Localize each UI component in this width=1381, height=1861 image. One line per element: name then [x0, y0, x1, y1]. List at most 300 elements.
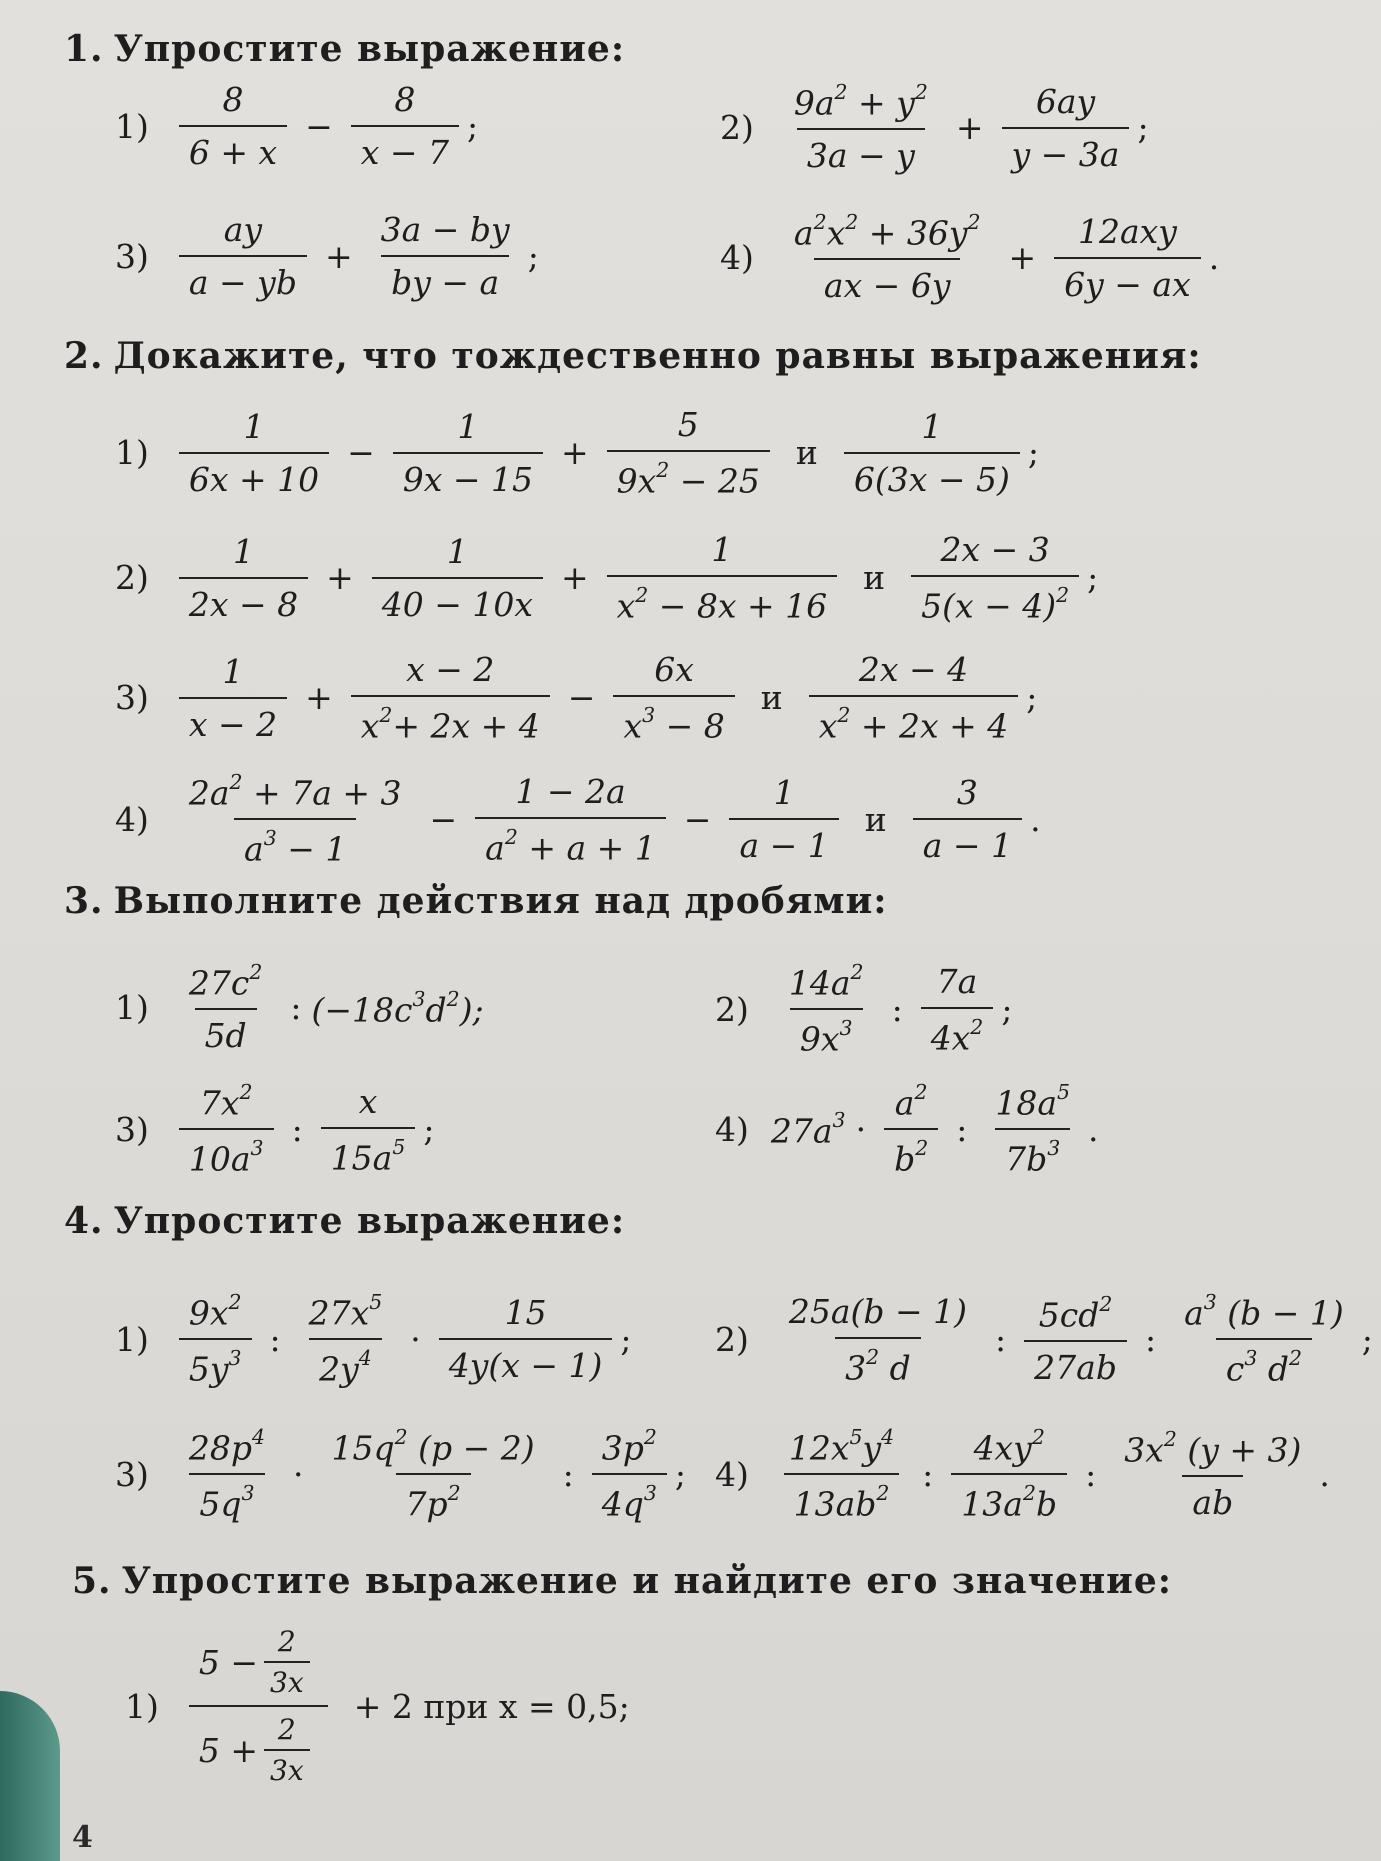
fraction	[351, 80, 459, 172]
term: y	[862, 1428, 882, 1468]
numerator: 5	[677, 405, 699, 444]
fraction	[321, 1082, 416, 1177]
numerator	[964, 1425, 1055, 1473]
denominator: y − 3a	[1002, 127, 1130, 174]
term: 5 +	[198, 1730, 259, 1770]
t3-expression-1	[115, 960, 484, 1055]
term: 4x	[930, 1018, 971, 1058]
fraction	[911, 530, 1079, 625]
fraction	[779, 1425, 904, 1524]
exponent: 2	[1289, 1346, 1303, 1371]
fraction	[729, 773, 838, 865]
fraction	[179, 532, 308, 624]
term: 10a	[188, 1139, 251, 1179]
page-number: 4	[72, 1820, 93, 1855]
denominator	[995, 1128, 1070, 1178]
fraction	[985, 1080, 1080, 1179]
fraction	[884, 1080, 938, 1179]
task-number: 3.	[64, 880, 104, 922]
denominator	[234, 818, 356, 868]
term: d	[425, 989, 447, 1029]
fraction	[179, 1080, 274, 1179]
denominator	[475, 817, 666, 867]
t4-expression-2	[715, 1290, 1373, 1389]
operator: :	[1144, 1319, 1157, 1359]
exponent: 3	[1244, 1346, 1258, 1371]
fraction	[179, 407, 329, 499]
numerator	[779, 960, 874, 1008]
numerator	[1174, 1290, 1354, 1338]
term: 15a	[330, 1138, 393, 1178]
numerator: 1	[243, 406, 265, 446]
term: 9a	[793, 83, 835, 123]
denominator	[613, 695, 734, 745]
numerator: 1	[232, 531, 254, 571]
numerator	[784, 210, 991, 258]
term: x	[818, 706, 838, 746]
numerator	[1029, 1292, 1123, 1340]
operator: :	[1085, 1454, 1097, 1494]
exponent: 2	[845, 210, 859, 234]
operator: −	[429, 799, 458, 839]
denominator	[835, 1337, 921, 1387]
task-2-heading	[64, 335, 1202, 377]
fraction	[951, 1425, 1067, 1524]
denominator	[396, 1473, 471, 1523]
denominator	[790, 1008, 863, 1058]
operator: ·	[855, 1109, 867, 1149]
expression-tail: + 2 при x = 0,5;	[353, 1686, 630, 1726]
numerator: 1 − 2a	[515, 771, 626, 811]
end-mark: ;	[1027, 433, 1040, 473]
end-mark: ;	[1087, 558, 1099, 598]
term: − 8	[655, 706, 725, 746]
end-mark: ;	[1361, 1319, 1373, 1359]
item-label: 2)	[115, 558, 149, 598]
term: b	[894, 1139, 916, 1179]
exponent: 2	[1163, 1426, 1177, 1451]
exponent: 2	[229, 770, 243, 794]
operator: +	[561, 433, 589, 473]
term: 12x	[788, 1428, 850, 1468]
denominator	[921, 1007, 994, 1057]
term: 7x	[199, 1083, 240, 1123]
denominator	[607, 575, 838, 625]
fraction	[179, 770, 412, 869]
exponent: 5	[369, 1290, 383, 1314]
term: 15q	[331, 1428, 395, 1468]
operator: +	[1008, 238, 1037, 278]
fraction	[607, 530, 838, 625]
item-label: 1)	[115, 433, 149, 473]
term: (p − 2)	[407, 1428, 535, 1468]
numerator	[322, 1425, 545, 1473]
task-title: Упростите выражение:	[113, 28, 626, 70]
exponent: 3	[1203, 1290, 1217, 1314]
numerator: 1	[773, 773, 795, 813]
exponent: 2	[656, 458, 670, 482]
numerator: 8	[394, 80, 416, 119]
denominator	[884, 1128, 938, 1178]
term: 18a	[995, 1083, 1057, 1123]
numerator: 8	[222, 80, 244, 119]
fraction	[592, 1425, 667, 1524]
operator: ·	[293, 1454, 304, 1494]
operator: +	[305, 678, 333, 718]
term: 28p	[188, 1428, 252, 1468]
exponent: 2	[915, 1136, 929, 1161]
exponent: 4	[881, 1425, 895, 1449]
numerator: 6x	[654, 650, 694, 689]
fraction	[607, 405, 770, 500]
denominator: 27ab	[1024, 1340, 1127, 1387]
fraction	[299, 1290, 393, 1389]
numerator: 12axy	[1077, 211, 1177, 251]
fraction	[913, 773, 1022, 865]
exponent: 2	[228, 1290, 242, 1314]
term: + 2x + 4	[392, 706, 540, 746]
denominator: 5d	[195, 1008, 257, 1055]
denominator	[309, 1338, 382, 1388]
fraction	[1002, 82, 1130, 174]
exponent: 4	[252, 1425, 266, 1449]
numerator: 15	[504, 1293, 547, 1333]
operator: −	[567, 678, 596, 718]
numerator: x − 2	[406, 650, 495, 689]
numerator	[1114, 1427, 1311, 1475]
item-label: 3)	[115, 1109, 149, 1149]
t1-expression-3	[115, 210, 539, 302]
end-mark: ;	[1026, 678, 1038, 718]
item-label: 1)	[115, 106, 149, 146]
term: a	[894, 1083, 915, 1123]
term: 27x	[308, 1293, 370, 1333]
numerator	[179, 960, 273, 1008]
fraction	[393, 407, 543, 499]
numerator	[885, 1080, 938, 1128]
task-number: 1.	[64, 28, 104, 70]
numerator: 2x − 3	[940, 530, 1050, 569]
denominator: 6y − ax	[1054, 257, 1201, 304]
exponent: 4	[358, 1346, 372, 1371]
numerator	[592, 1425, 667, 1473]
operator: −	[347, 433, 375, 473]
exponent: 2	[850, 960, 864, 984]
t5-expression-1	[125, 1625, 640, 1787]
exponent: 2	[446, 986, 460, 1011]
numerator	[985, 1080, 1080, 1128]
operator: :	[291, 1109, 303, 1149]
denominator: 6(3x − 5)	[844, 452, 1020, 499]
operator: +	[955, 108, 984, 148]
exponent: 2	[1099, 1291, 1113, 1316]
operator: −	[683, 799, 712, 839]
numerator: 1	[921, 406, 943, 446]
term: + 7a + 3	[242, 773, 402, 813]
denominator: 4y(x − 1)	[439, 1338, 613, 1385]
task-5-heading	[72, 1560, 1172, 1602]
exponent: 3	[228, 1346, 242, 1371]
term: − 8x + 16	[648, 586, 828, 626]
fraction	[1174, 1290, 1354, 1389]
denominator: a − yb	[179, 255, 307, 302]
denominator: by − a	[381, 255, 509, 302]
fraction	[844, 407, 1020, 499]
term: 13a	[961, 1484, 1023, 1524]
term: + a + 1	[517, 828, 656, 868]
fraction	[179, 1425, 275, 1524]
task-4-heading	[64, 1200, 625, 1242]
item-label: 3)	[115, 1454, 149, 1494]
numerator	[784, 80, 938, 128]
item-label: 1)	[125, 1686, 159, 1726]
term: 5q	[199, 1484, 242, 1524]
exponent: 3	[643, 1481, 657, 1506]
fraction	[264, 1713, 310, 1787]
exponent: 2	[1031, 1425, 1045, 1449]
term: 5cd	[1038, 1295, 1100, 1335]
term: 5y	[188, 1349, 229, 1389]
denominator	[179, 1128, 274, 1178]
fraction	[179, 652, 287, 744]
exponent: 2	[866, 1344, 880, 1369]
end-mark: ;	[1137, 108, 1149, 148]
fraction	[264, 1625, 310, 1699]
exponent: 2	[394, 1425, 408, 1449]
term: 7p	[405, 1484, 448, 1524]
denominator: ax − 6y	[814, 258, 961, 305]
fraction	[921, 962, 994, 1057]
term: x	[360, 706, 380, 746]
end-mark: .	[1030, 799, 1041, 839]
denominator: 6x + 10	[179, 452, 329, 499]
denominator: a − 1	[913, 818, 1022, 865]
exponent: 3	[412, 986, 426, 1011]
operator: :	[922, 1454, 934, 1494]
term: x	[826, 213, 846, 253]
term: d	[1257, 1349, 1289, 1389]
term: a	[1184, 1293, 1204, 1333]
item-label: 3)	[115, 236, 149, 276]
t1-expression-4	[720, 210, 1219, 305]
term: x	[623, 706, 643, 746]
t4-expression-1	[115, 1290, 632, 1389]
numerator: 1	[446, 531, 468, 571]
t2-expression-4	[115, 770, 1041, 869]
term: b	[1035, 1484, 1058, 1524]
exponent: 2	[914, 80, 928, 104]
term: 3x	[1124, 1430, 1164, 1470]
exponent: 3	[642, 703, 656, 727]
task-number: 4.	[64, 1200, 104, 1242]
numerator: 3a − by	[380, 210, 510, 249]
end-mark: .	[1088, 1109, 1099, 1149]
item-label: 2)	[720, 108, 754, 148]
term: 27a	[770, 1111, 833, 1151]
exponent: 2	[643, 1425, 657, 1449]
operator: :	[562, 1454, 574, 1494]
end-mark: .	[1208, 238, 1220, 278]
page-corner-decoration	[0, 1691, 60, 1861]
fraction	[613, 650, 734, 745]
numerator: 2	[277, 1713, 296, 1746]
numerator	[299, 1290, 393, 1338]
exponent: 3	[832, 1108, 846, 1133]
fraction	[1114, 1427, 1311, 1522]
numerator	[179, 1425, 275, 1473]
end-mark: ;	[674, 1454, 687, 1494]
term: 13ab	[793, 1484, 877, 1524]
denominator: 6 + x	[179, 125, 287, 172]
term: 4q	[601, 1484, 644, 1524]
numerator: 3	[956, 773, 978, 813]
and-word: и	[760, 678, 783, 718]
exponent: 2	[1056, 583, 1070, 607]
t4-expression-4	[715, 1425, 1330, 1524]
item-label: 1)	[115, 1319, 149, 1359]
denominator: x − 7	[351, 125, 459, 172]
operator: +	[326, 558, 354, 598]
denominator	[592, 1473, 667, 1523]
numerator: 6ay	[1035, 81, 1096, 121]
denominator: 3x	[264, 1749, 310, 1787]
denominator	[911, 575, 1079, 625]
fraction	[322, 1425, 545, 1524]
operator: :	[956, 1109, 968, 1149]
term: a	[793, 213, 814, 253]
exponent: 2	[837, 703, 851, 727]
task-title: Упростите выражение:	[113, 1200, 626, 1242]
task-3-heading	[64, 880, 888, 922]
numerator: 7a	[936, 961, 978, 1001]
item-label: 1)	[115, 988, 149, 1028]
term: 3	[845, 1348, 867, 1388]
t2-expression-3	[115, 650, 1037, 745]
denominator	[189, 1473, 264, 1523]
item-label: 2)	[715, 1319, 749, 1359]
exponent: 5	[1057, 1080, 1071, 1104]
numerator	[179, 1290, 252, 1338]
term: − 1	[276, 829, 347, 869]
exponent: 3	[263, 826, 277, 851]
task-title: Упростите выражение и найдите его значение:	[121, 1560, 1173, 1602]
exponent: 5	[392, 1134, 406, 1159]
term: (y + 3)	[1176, 1430, 1302, 1470]
exponent: 5	[849, 1425, 863, 1449]
exponent: 2	[504, 824, 518, 849]
fraction	[179, 80, 287, 172]
operator: −	[305, 106, 333, 146]
operator: :	[290, 988, 302, 1028]
fraction	[784, 210, 991, 305]
term: 9x	[799, 1019, 840, 1059]
task-number: 5.	[72, 1560, 112, 1602]
operator: :	[995, 1319, 1007, 1359]
t3-expression-3	[115, 1080, 435, 1179]
item-label: 3)	[115, 678, 149, 718]
denominator	[351, 695, 550, 745]
fraction	[179, 1290, 252, 1389]
fraction	[1054, 212, 1201, 304]
fraction	[1024, 1292, 1127, 1387]
and-word: и	[795, 433, 818, 473]
t2-expression-2	[115, 530, 1098, 625]
exponent: 2	[834, 80, 848, 104]
t1-expression-1	[115, 80, 478, 172]
numerator	[779, 1425, 904, 1473]
denominator	[179, 1338, 252, 1388]
exponent: 2	[970, 1014, 984, 1039]
denominator: 2x − 8	[179, 577, 308, 624]
exponent: 2	[876, 1481, 890, 1506]
denominator	[1216, 1338, 1312, 1388]
operator: :	[269, 1319, 281, 1359]
fraction	[779, 1292, 977, 1387]
leading-term	[771, 1108, 846, 1150]
denominator	[321, 1127, 416, 1177]
denominator	[951, 1473, 1067, 1523]
denominator: ab	[1182, 1475, 1243, 1522]
item-label: 2)	[715, 989, 749, 1029]
fraction	[784, 80, 938, 175]
exponent: 2	[447, 1481, 461, 1506]
compound-fraction	[189, 1625, 328, 1787]
operator: +	[561, 558, 589, 598]
item-label: 4)	[715, 1454, 749, 1494]
numerator: 1	[457, 406, 479, 446]
term: 2y	[319, 1349, 359, 1389]
term: 2a	[188, 773, 230, 813]
exponent: 2	[813, 210, 827, 234]
t3-expression-4	[715, 1080, 1099, 1179]
term: 4xy	[973, 1428, 1032, 1468]
denominator	[809, 695, 1019, 745]
end-mark: .	[1319, 1454, 1330, 1494]
term: a	[244, 829, 264, 869]
exponent: 3	[839, 1016, 853, 1041]
fraction	[371, 210, 520, 302]
denominator: 40 − 10x	[372, 577, 543, 624]
denominator: x − 2	[179, 697, 287, 744]
and-word: и	[864, 799, 887, 839]
denominator: a − 1	[729, 818, 838, 865]
t1-expression-2	[720, 80, 1149, 175]
numerator: 1	[711, 530, 733, 569]
end-mark: ;	[527, 236, 539, 276]
numerator	[179, 770, 412, 818]
exponent: 2	[1022, 1481, 1036, 1506]
numerator	[189, 1625, 328, 1705]
term: 14a	[788, 963, 851, 1003]
term: 27c	[188, 963, 250, 1003]
fraction	[372, 532, 543, 624]
term: d	[879, 1348, 911, 1388]
end-mark: ;	[620, 1319, 632, 1359]
task-title: Выполните действия над дробями:	[113, 880, 888, 922]
term: 7b	[1005, 1139, 1048, 1179]
denominator	[189, 1705, 328, 1787]
item-label: 4)	[115, 799, 149, 839]
numerator: 2	[277, 1625, 296, 1658]
end-mark: ;	[1001, 989, 1013, 1029]
term: (−18c	[311, 989, 413, 1029]
exponent: 2	[967, 210, 981, 234]
t3-expression-2	[715, 960, 1012, 1059]
numerator: ay	[223, 210, 263, 249]
t4-expression-3	[115, 1425, 686, 1524]
numerator: 1	[222, 651, 244, 691]
end-mark: ;	[423, 1109, 435, 1149]
